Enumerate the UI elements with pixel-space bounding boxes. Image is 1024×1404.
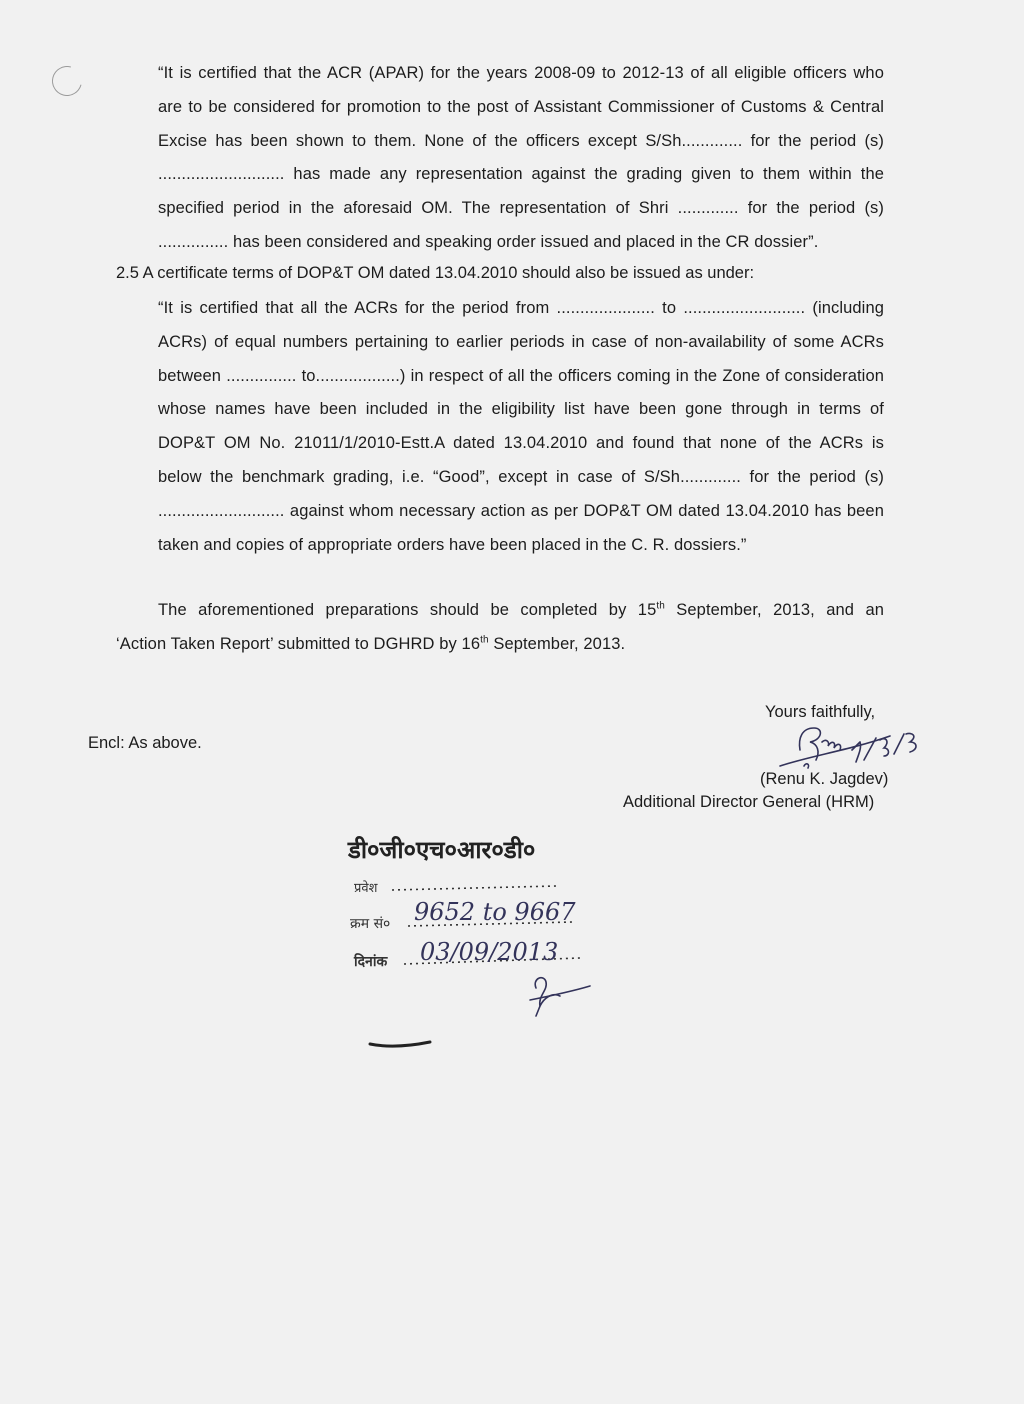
stamp-date-label: दिनांक [354, 954, 388, 970]
text-line: between ............... to..................) in respect of all the officers coming in the Zone of consideration [158, 366, 884, 385]
stamp-date-value: 03/09/2013 [420, 938, 559, 966]
section-heading: 2.5 A certificate terms of DOP&T OM dated 13.04.2010 should also be issued as under: [116, 264, 755, 282]
text-line: DOP&T OM No. 21011/1/2010-Estt.A dated 13.04.2010 and found that none of the ACRs is [158, 434, 884, 453]
stamp-entry-label: प्रवेश [354, 881, 378, 896]
signatory-name: (Renu K. Jagdev) [760, 770, 889, 788]
text-line: whose names have been included in the eligibility list have been gone through in terms of [158, 400, 884, 419]
closing-line-1: The aforementioned preparations should be completed by 15th September, 2013, and an [158, 600, 885, 619]
text-line: are to be considered for promotion to the post of Assistant Commissioner of Customs & Central [158, 97, 884, 116]
stamp-serial-label: क्रम सं० [350, 916, 391, 932]
closing-line-2: ‘Action Taken Report’ submitted to DGHRD by 16th September, 2013. [116, 634, 626, 653]
certificate-quote-acr [158, 292, 884, 562]
text-line: ACRs) of equal numbers pertaining to earlier periods in case of non-availability of some ACRs [158, 332, 884, 351]
scan-mark [370, 1042, 430, 1046]
stamp-serial-value: 9652 to 9667 [414, 898, 576, 926]
text-line: “It is certified that the ACR (APAR) for the years 2008-09 to 2012-13 of all eligible officers who [158, 64, 884, 82]
certificate-quote-apar [158, 57, 884, 260]
enclosure-note: Encl: As above. [88, 734, 202, 752]
closing-paragraph [116, 594, 884, 662]
text-line: ........................... against whom necessary action as per DOP&T OM dated 13.04.2010 has been [158, 501, 884, 520]
handwritten-signature [740, 720, 930, 780]
punch-hole-mark [47, 61, 88, 102]
text-line: ........................... has made any representation against the grading given to them within the [158, 165, 884, 184]
office-receipt-stamp [340, 820, 640, 1060]
text-line: below the benchmark grading, i.e. “Good”, except in case of S/Sh............. for the period (s) [158, 467, 884, 486]
text-line: “It is certified that all the ACRs for the period from ..................... to .......................... (including [158, 299, 884, 317]
stamp-initials [530, 978, 590, 1016]
salutation: Yours faithfully, [765, 703, 876, 721]
text-line: specified period in the aforesaid OM. The representation of Shri ............. for the period (s) [158, 199, 884, 218]
stamp-office-text: डी०जी०एच०आर०डी० [348, 836, 536, 864]
signatory-designation: Additional Director General (HRM) [623, 793, 875, 811]
text-line: taken and copies of appropriate orders have been placed in the C. R. dossiers.” [158, 535, 747, 554]
text-line: Excise has been shown to them. None of the officers except S/Sh............. for the period (s) [158, 131, 884, 150]
text-line: ............... has been considered and speaking order issued and placed in the CR dossier”. [158, 232, 819, 251]
